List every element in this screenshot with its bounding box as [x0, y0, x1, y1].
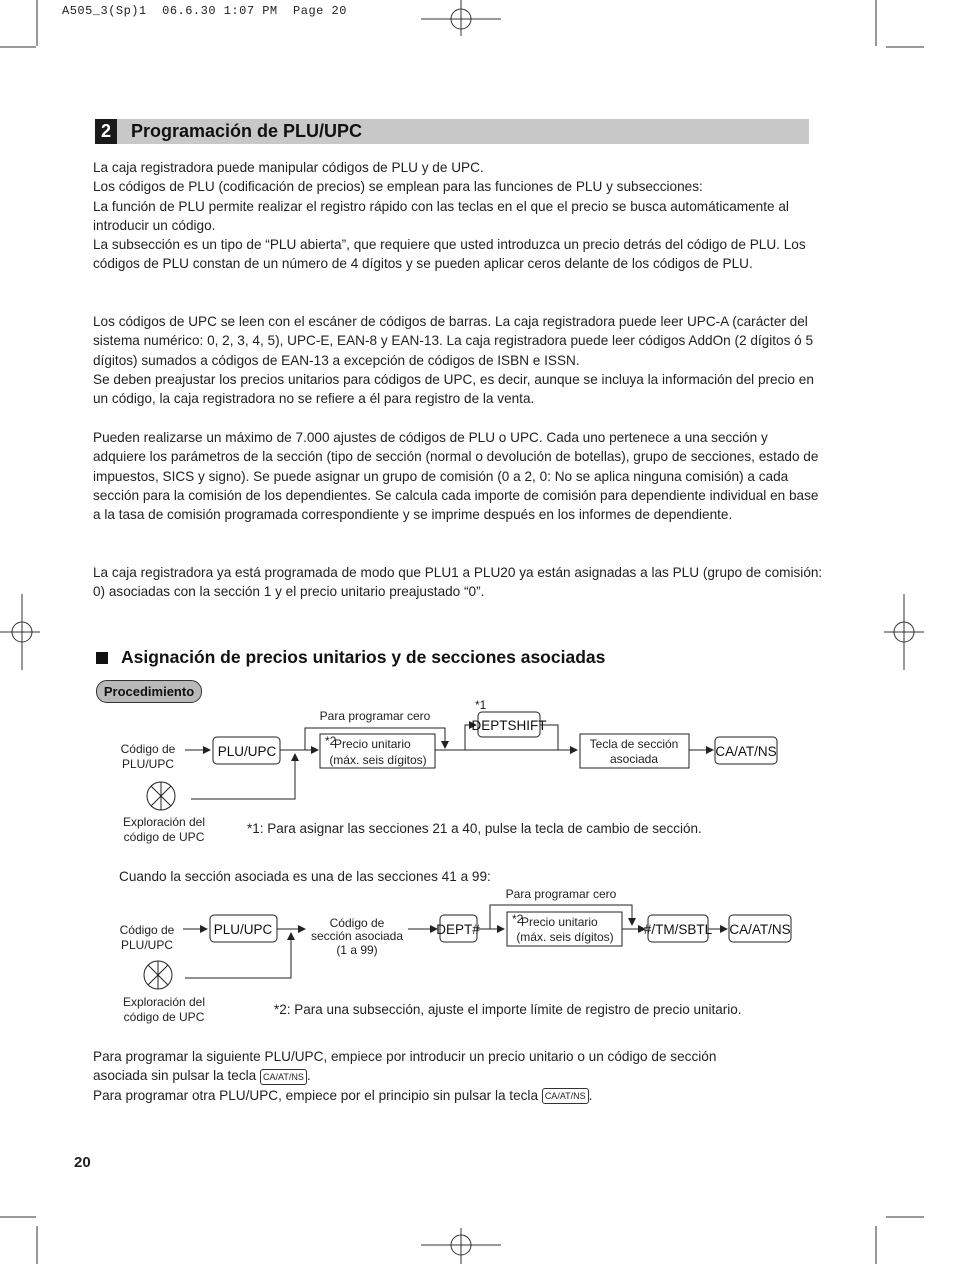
ca-at-ns-key-inline: CA/AT/NS [542, 1088, 589, 1104]
unit-price-label: Precio unitario [521, 915, 598, 929]
dept-number-key[interactable] [436, 915, 480, 942]
svg-text:DEPTSHIFT: DEPTSHIFT [471, 718, 547, 733]
max-block [93, 428, 823, 524]
print-header: A505_3(Sp)1 06.6.30 1:07 PM Page 20 [62, 4, 347, 18]
scan-label: código de UPC [123, 1010, 205, 1024]
plu-upc-key[interactable] [213, 737, 280, 764]
svg-text:CA/AT/NS: CA/AT/NS [715, 744, 777, 759]
paragraph: Los códigos de UPC se leen con el escáner de códigos de barras. La caja registradora puede leer UPC-A (carácter del sistema numérico: 0, 2, 3, 4, 5), UPC-E, EAN-8 y EAN-13. La caja registradora puede leer códigos AddOn (2 dígitos ó 5 dígitos) sumados a códigos de EAN-13 a excepción de códigos de ISBN e ISSN. [93, 314, 814, 368]
plu-upc-key[interactable] [210, 915, 277, 942]
paragraph: Se deben preajustar los precios unitarios para códigos de UPC, es decir, aunque se incluya la información del precio en un código, la caja registradora no se refiere a él para registro de la venta. [93, 371, 814, 407]
footnote-2: *2: Para una subsección, ajuste el importe límite de registro de precio unitario. [274, 1002, 742, 1017]
section-code-label: sección asociada [310, 929, 404, 943]
procedure-label: Procedimiento [96, 680, 202, 703]
upc-block [93, 312, 823, 408]
svg-text:PLU/UPC: PLU/UPC [217, 744, 277, 759]
paragraph: Para programar otra PLU/UPC, empiece por el principio sin pulsar la tecla CA/AT/NS . [93, 1087, 593, 1103]
procedure-diagram-2 [0, 885, 954, 1035]
input-label: Código de [120, 742, 176, 756]
paragraph-text: Para programar otra PLU/UPC, empiece por el principio sin pulsar la tecla [93, 1087, 539, 1103]
section-code-label: Código de [329, 916, 385, 930]
deptshift-key[interactable] [471, 712, 546, 737]
page-number: 20 [74, 1154, 91, 1171]
procedure-diagram-1 [0, 700, 954, 850]
scan-label: código de UPC [123, 830, 205, 844]
ca-at-ns-key-inline: CA/AT/NS [260, 1069, 307, 1085]
zero-label: Para programar cero [319, 709, 431, 723]
unit-price-label: (máx. seis dígitos) [329, 753, 427, 767]
unit-price-label: (máx. seis dígitos) [516, 930, 614, 944]
section-title: Programación de PLU/UPC [131, 121, 363, 141]
footnote-marker: *2 [325, 734, 337, 748]
ca-at-ns-key[interactable] [729, 915, 791, 942]
paragraph: La función de PLU permite realizar el registro rápido con las teclas en el que el precio se busca automáticamente al introducir un código. [93, 198, 789, 233]
paragraph: Pueden realizarse un máximo de 7.000 ajustes de códigos de PLU o UPC. Cada uno pertenece a una sección y adquiere los parámetros de la sección (tipo de sección (normal o devolución de botellas), grupo de secciones, estado de impuestos, SICS y signo). Se puede asignar un grupo de comisión (0 a 2, 0: No se aplica ninguna comisión) a cada sección para la comisión de los dependientes. Se calcula cada importe de comisión para dependiente individual en base a la tasa de comisión programada correspondiente y se imprime después en los informes de dependiente. [93, 430, 819, 523]
footnote-marker: *2 [512, 912, 524, 926]
dept-key-label: asociada [609, 752, 659, 766]
scan-icon [147, 782, 175, 810]
paragraph: Los códigos de PLU (codificación de precios) se emplean para las funciones de PLU y subsecciones: [93, 179, 703, 195]
scan-label: Exploración del [122, 815, 206, 829]
paragraph: asociada sin pulsar la tecla CA/AT/NS . [93, 1068, 311, 1084]
svg-text:CA/AT/NS: CA/AT/NS [729, 922, 791, 937]
paragraph: Para programar la siguiente PLU/UPC, empiece por introducir un precio unitario o un código de sección [93, 1049, 717, 1064]
paragraph: La caja registradora puede manipular códigos de PLU y de UPC. [93, 160, 484, 175]
footnote-1: *1: Para asignar las secciones 21 a 40, pulse la tecla de cambio de sección. [247, 821, 702, 836]
closing-block [93, 1047, 823, 1105]
section-number: 2 [95, 119, 117, 144]
ca-at-ns-key[interactable] [715, 737, 777, 764]
paragraph-text: asociada sin pulsar la tecla [93, 1068, 257, 1084]
preset-block [93, 563, 823, 602]
section-code-label: (1 a 99) [336, 943, 378, 957]
input-label: PLU/UPC [120, 938, 174, 952]
zero-label: Para programar cero [505, 887, 617, 901]
tm-sbtl-key[interactable] [644, 915, 713, 942]
footnote-marker: *1 [475, 700, 487, 712]
svg-text:DEPT#: DEPT# [436, 922, 480, 937]
unit-price-label: Precio unitario [334, 737, 411, 751]
svg-text:#/TM/SBTL: #/TM/SBTL [643, 922, 713, 937]
square-bullet-icon [96, 652, 108, 664]
input-label: PLU/UPC [121, 757, 175, 771]
intro-block [93, 158, 823, 274]
diagram2-intro: Cuando la sección asociada es una de las secciones 41 a 99: [119, 869, 491, 884]
svg-text:PLU/UPC: PLU/UPC [213, 922, 273, 937]
dept-key-label: Tecla de sección [589, 737, 679, 751]
scan-icon [144, 961, 172, 989]
input-label: Código de [119, 923, 175, 937]
paragraph: La subsección es un tipo de “PLU abierta”, que requiere que usted introduzca un precio detrás del código de PLU. Los códigos de PLU constan de un número de 4 dígitos y se pueden aplicar ceros delante de los códigos de PLU. [93, 237, 806, 272]
paragraph: La caja registradora ya está programada de modo que PLU1 a PLU20 ya están asignadas a las PLU (grupo de comisión: 0) asociadas con la sección 1 y el precio unitario preajustado “0”. [93, 565, 823, 600]
subsection-title: Asignación de precios unitarios y de secciones asociadas [121, 647, 606, 667]
scan-label: Exploración del [122, 995, 206, 1009]
